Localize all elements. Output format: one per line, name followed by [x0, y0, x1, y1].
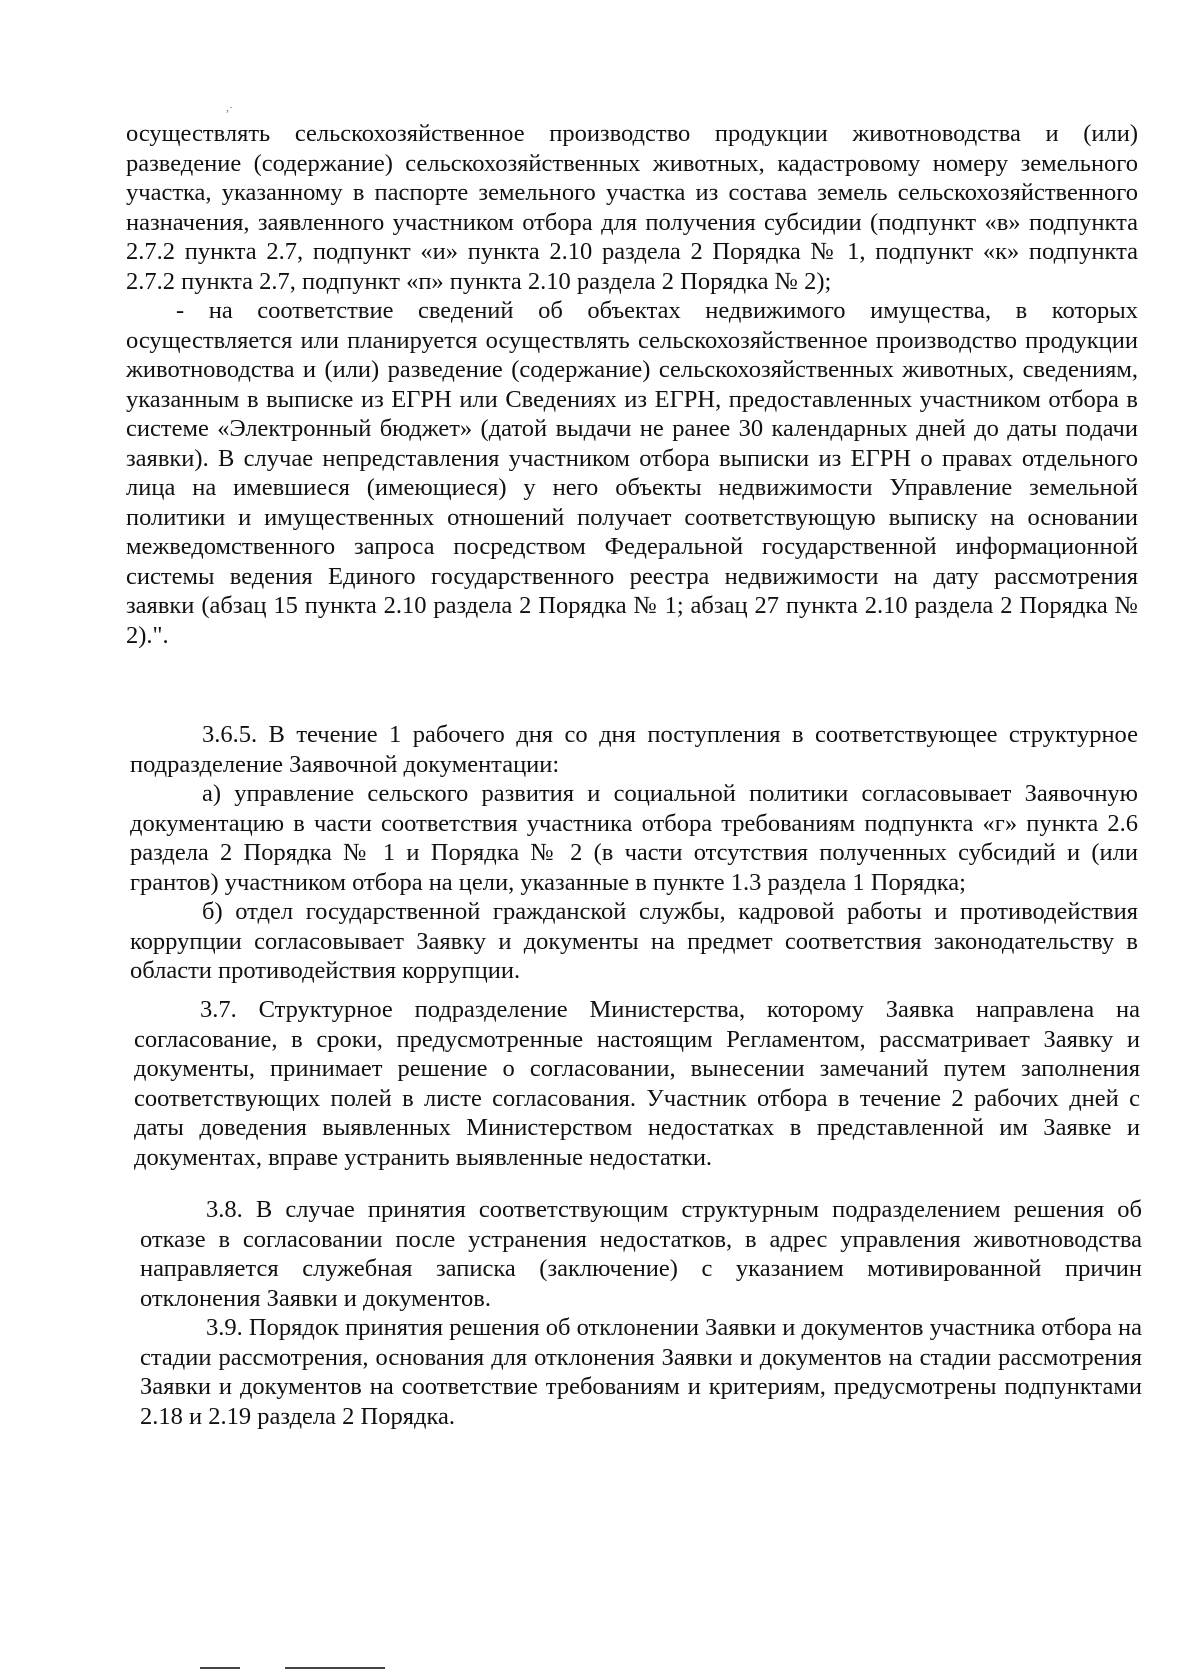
paragraph-3-6-5: 3.6.5. В течение 1 рабочего дня со дня поступления в соответствующее структурное подразделение Заявочной документации:: [130, 721, 1138, 778]
body-text-bottom: [134, 995, 1140, 1172]
scan-edge-mark: [285, 1667, 385, 1669]
body-text-end: [140, 1195, 1142, 1431]
paragraph-3-8: 3.8. В случае принятия соответствующим структурным подразделением решения об отказе в согласовании после устранения недостатков, в адрес управления животноводства направляется служебная записка (заключение) с указанием мотивированной причин отклонения Заявки и документов.: [140, 1196, 1142, 1312]
scan-edge-mark: [200, 1667, 240, 1669]
body-text-middle: [130, 720, 1138, 986]
paragraph-continuation: осуществлять сельскохозяйственное производство продукции животноводства и (или) разведение (содержание) сельскохозяйственных животных, кадастровому номеру земельного участка, указанному в паспорте земельного участка из состава земель сельскохозяйственного назначения, заявленного участником отбора для получения субсидии (подпункт «в» подпункта 2.7.2 пункта 2.7, подпункт «и» пункта 2.10 раздела 2 Порядка № 1, подпункт «к» подпункта 2.7.2 пункта 2.7, подпункт «п» пункта 2.10 раздела 2 Порядка № 2);: [126, 120, 1138, 295]
paragraph-3-9: 3.9. Порядок принятия решения об отклонении Заявки и документов участника отбора на стадии рассмотрения, основания для отклонения Заявки и документов на стадии рассмотрения Заявки и документов на соответствие требованиям и критериям, предусмотрены подпунктами 2.18 и 2.19 раздела 2 Порядка.: [140, 1314, 1142, 1430]
scan-speck: ,·: [226, 100, 233, 114]
paragraph-item-b: б) отдел государственной гражданской службы, кадровой работы и противодействия коррупции согласовывает Заявку и документы на предмет соответствия законодательству в области противодействия коррупции.: [130, 898, 1138, 984]
body-text-top: [126, 119, 1138, 650]
paragraph-item-a: а) управление сельского развития и социальной политики согласовывает Заявочную документацию в части соответствия участника отбора требованиям подпункта «г» пункта 2.6 раздела 2 Порядка № 1 и Порядка № 2 (в части отсутствия полученных субсидий и (или грантов) участником отбора на цели, указанные в пункте 1.3 раздела 1 Порядка;: [130, 780, 1138, 896]
paragraph-3-7: 3.7. Структурное подразделение Министерства, которому Заявка направлена на согласование, в сроки, предусмотренные настоящим Регламентом, рассматривает Заявку и документы, принимает решение о согласовании, вынесении замечаний путем заполнения соответствующих полей в листе согласования. Участник отбора в течение 2 рабочих дней с даты доведения выявленных Министерством недостатках в представленной им Заявке и документах, вправе устранить выявленные недостатки.: [134, 996, 1140, 1171]
paragraph-egrn-check: - на соответствие сведений об объектах недвижимого имущества, в которых осуществляется или планируется осуществлять сельскохозяйственное производство продукции животноводства и (или) разведение (содержание) сельскохозяйственных животных, сведениям, указанным в выписке из ЕГРН или Сведениях из ЕГРН, предоставленных участником отбора в системе «Электронный бюджет» (датой выдачи не ранее 30 календарных дней до даты подачи заявки). В случае непредставления участником отбора выписки из ЕГРН о правах отдельного лица на имевшиеся (имеющиеся) у него объекты недвижимости Управление земельной политики и имущественных отношений получает соответствующую выписку на основании межведомственного запроса посредством Федеральной государственной информационной системы ведения Единого государственного реестра недвижимости на дату рассмотрения заявки (абзац 15 пункта 2.10 раздела 2 Порядка № 1; абзац 27 пункта 2.10 раздела 2 Порядка № 2).".: [126, 297, 1138, 649]
